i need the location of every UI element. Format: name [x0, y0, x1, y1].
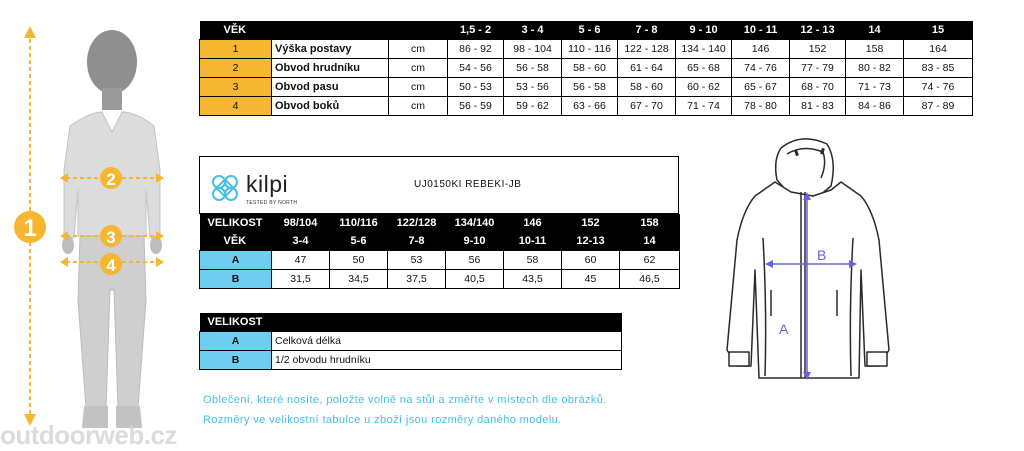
marker-2	[100, 167, 122, 189]
table-cell: 53	[388, 251, 446, 270]
legend-header: VELIKOST	[200, 313, 622, 332]
size-col: 98/104	[272, 214, 330, 232]
size-col: 158	[620, 214, 680, 232]
size-age-col: 10-11	[504, 232, 562, 251]
svg-text:4: 4	[106, 256, 116, 275]
table-cell: 58 - 60	[618, 78, 676, 97]
brand-name: kilpi	[246, 171, 289, 197]
age-col: 10 - 11	[732, 21, 790, 40]
table-row	[200, 78, 973, 97]
measurement-legend-table	[199, 313, 622, 370]
size-measurement-table	[199, 214, 680, 289]
size-col: 134/140	[446, 214, 504, 232]
marker-3	[100, 225, 122, 247]
legend-desc: 1/2 obvodu hrudníku	[272, 351, 622, 370]
model-note: Rozměry ve velikostní tabulce u zboží jsou rozměry daného modelu.	[203, 414, 562, 426]
table-cell: 50	[330, 251, 388, 270]
row-name: Výška postavy	[272, 40, 389, 59]
table-cell: 152	[790, 40, 846, 59]
size-age-col: 9-10	[446, 232, 504, 251]
row-number: 1	[200, 40, 272, 59]
table-cell: 84 - 86	[846, 97, 904, 116]
table-cell: 146	[732, 40, 790, 59]
row-name: Obvod boků	[272, 97, 389, 116]
age-col: 1,5 - 2	[448, 21, 504, 40]
legend-key: B	[200, 351, 272, 370]
row-number: 4	[200, 97, 272, 116]
measure-b-label: B	[817, 247, 827, 263]
table-cell: 54 - 56	[448, 59, 504, 78]
size-age-col: 14	[620, 232, 680, 251]
table-cell: 80 - 82	[846, 59, 904, 78]
table-cell: 158	[846, 40, 904, 59]
table-cell: 122 - 128	[618, 40, 676, 59]
table-cell: 110 - 116	[562, 40, 618, 59]
measure-a-label: A	[779, 321, 789, 337]
table-cell: 43,5	[504, 270, 562, 289]
table-row	[200, 270, 680, 289]
table-cell: 45	[562, 270, 620, 289]
table-cell: 98 - 104	[504, 40, 562, 59]
table-cell: 74 - 76	[904, 78, 973, 97]
body-measurement-figure	[0, 0, 200, 450]
size-age-row	[200, 232, 680, 251]
size-col: 122/128	[388, 214, 446, 232]
table-cell: 164	[904, 40, 973, 59]
row-name: Obvod hrudníku	[272, 59, 389, 78]
table-row	[200, 332, 622, 351]
table-cell: 60	[562, 251, 620, 270]
table-cell: 71 - 73	[846, 78, 904, 97]
table-cell: 56 - 58	[504, 59, 562, 78]
table-cell: 40,5	[446, 270, 504, 289]
age-col: 12 - 13	[790, 21, 846, 40]
row-name: Obvod pasu	[272, 78, 389, 97]
age-header-label: VĚK	[200, 21, 448, 40]
table-cell: 59 - 62	[504, 97, 562, 116]
table-cell: 67 - 70	[618, 97, 676, 116]
svg-text:3: 3	[106, 228, 116, 247]
table-row	[200, 97, 973, 116]
age-header-row	[200, 21, 973, 40]
table-cell: 78 - 80	[732, 97, 790, 116]
table-cell: 58 - 60	[562, 59, 618, 78]
svg-text:2: 2	[106, 170, 116, 189]
size-header-label: VELIKOST	[200, 214, 272, 232]
legend-key: A	[200, 332, 272, 351]
table-cell: 47	[272, 251, 330, 270]
table-cell: 77 - 79	[790, 59, 846, 78]
brand-tagline: TESTED BY NORTH	[246, 200, 298, 206]
marker-1	[14, 211, 46, 243]
age-measurement-table	[199, 21, 973, 116]
kilpi-knot-icon	[208, 171, 242, 205]
watermark: outdoorweb.cz	[0, 420, 177, 450]
legend-desc: Celková délka	[272, 332, 622, 351]
table-cell: 50 - 53	[448, 78, 504, 97]
size-col: 152	[562, 214, 620, 232]
table-row	[200, 351, 622, 370]
size-age-col: 7-8	[388, 232, 446, 251]
table-cell: 68 - 70	[790, 78, 846, 97]
table-cell: 74 - 76	[732, 59, 790, 78]
table-cell: 60 - 62	[676, 78, 732, 97]
table-cell: 63 - 66	[562, 97, 618, 116]
age-col: 14	[846, 21, 904, 40]
table-cell: 37,5	[388, 270, 446, 289]
table-cell: 56 - 58	[562, 78, 618, 97]
legend-header-row	[200, 313, 622, 332]
table-cell: 46,5	[620, 270, 680, 289]
row-unit: cm	[389, 78, 448, 97]
table-cell: 86 - 92	[448, 40, 504, 59]
row-unit: cm	[389, 59, 448, 78]
figure-head	[87, 30, 137, 94]
size-col: 110/116	[330, 214, 388, 232]
size-age-col: 3-4	[272, 232, 330, 251]
size-age-label: VĚK	[200, 232, 272, 251]
table-cell: 65 - 68	[676, 59, 732, 78]
table-cell: 58	[504, 251, 562, 270]
table-cell: 56	[446, 251, 504, 270]
age-col: 7 - 8	[618, 21, 676, 40]
table-row	[200, 251, 680, 270]
table-cell: 53 - 56	[504, 78, 562, 97]
row-number: 2	[200, 59, 272, 78]
kilpi-logo	[208, 171, 308, 207]
table-row	[200, 40, 973, 59]
age-col: 3 - 4	[504, 21, 562, 40]
table-cell: 134 - 140	[676, 40, 732, 59]
size-age-col: 5-6	[330, 232, 388, 251]
marker-4	[100, 253, 122, 275]
model-code: UJ0150KI REBEKI-JB	[414, 179, 522, 190]
size-header-row	[200, 214, 680, 232]
table-cell: 71 - 74	[676, 97, 732, 116]
table-cell: 56 - 59	[448, 97, 504, 116]
table-cell: 87 - 89	[904, 97, 973, 116]
table-cell: 34,5	[330, 270, 388, 289]
table-cell: 31,5	[272, 270, 330, 289]
svg-text:1: 1	[23, 215, 37, 242]
age-col: 15	[904, 21, 973, 40]
row-number: 3	[200, 78, 272, 97]
table-row	[200, 59, 973, 78]
brand-header	[199, 156, 679, 214]
jacket-illustration	[715, 130, 895, 390]
row-key: B	[200, 270, 272, 289]
measurement-note: Oblečení, které nosíte, položte volně na stůl a změřte v místech dle obrázků.	[203, 394, 607, 406]
row-unit: cm	[389, 97, 448, 116]
table-cell: 61 - 64	[618, 59, 676, 78]
table-cell: 62	[620, 251, 680, 270]
age-col: 5 - 6	[562, 21, 618, 40]
row-unit: cm	[389, 40, 448, 59]
table-cell: 83 - 85	[904, 59, 973, 78]
size-age-col: 12-13	[562, 232, 620, 251]
row-key: A	[200, 251, 272, 270]
height-arrow-top-icon	[24, 26, 36, 38]
size-col: 146	[504, 214, 562, 232]
age-col: 9 - 10	[676, 21, 732, 40]
table-cell: 65 - 67	[732, 78, 790, 97]
table-cell: 81 - 83	[790, 97, 846, 116]
